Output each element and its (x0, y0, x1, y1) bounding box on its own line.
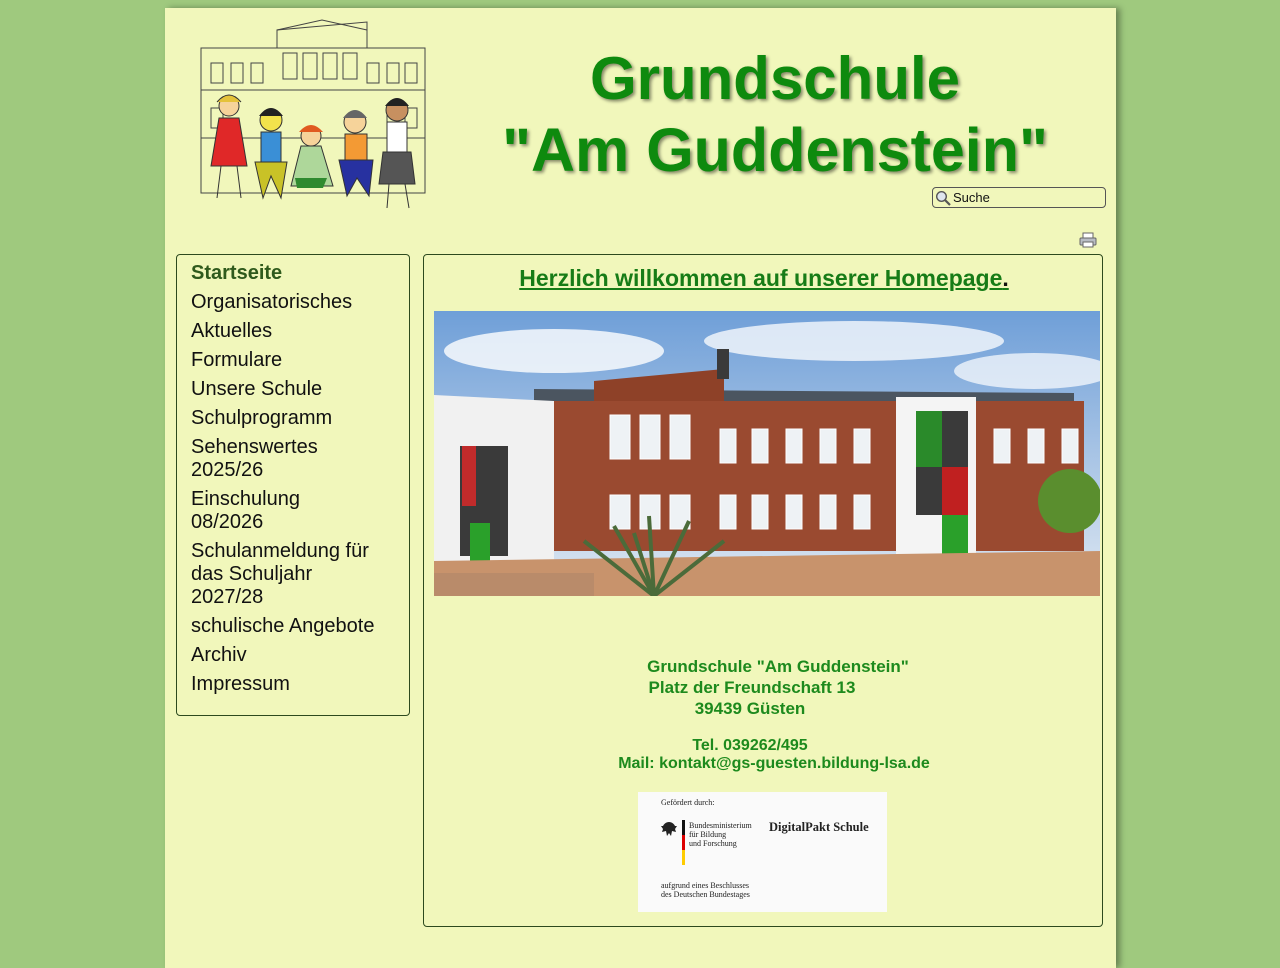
federal-eagle-icon (660, 820, 678, 838)
funding-ministry-line3: und Forschung (689, 839, 737, 848)
sidebar-item-schulische-angebote[interactable]: schulische Angebote (191, 615, 375, 637)
address-school-name: Grundschule "Am Guddenstein" (647, 657, 909, 676)
funding-program-name: DigitalPakt Schule (769, 820, 869, 834)
sidebar-item-impressum[interactable]: Impressum (191, 673, 290, 695)
funding-ministry-line2: für Bildung (689, 830, 727, 839)
print-icon[interactable] (1079, 232, 1097, 248)
search-icon[interactable] (935, 190, 951, 206)
sidebar-item-archiv[interactable]: Archiv (191, 644, 247, 666)
german-flag-stripe (682, 820, 685, 865)
welcome-text: Herzlich willkommen auf unserer Homepage (519, 265, 1003, 291)
funding-gefoerdert: Gefördert durch: (661, 798, 715, 807)
sidebar-item-schulprogramm[interactable]: Schulprogramm (191, 407, 333, 429)
funding-decision-line2: des Deutschen Bundestages (661, 890, 750, 899)
contact-phone: Tel. 039262/495 (692, 737, 808, 754)
sidebar-nav (176, 254, 410, 716)
sidebar-item-organisatorisches[interactable]: Organisatorisches (191, 291, 353, 313)
school-logo-drawing[interactable] (197, 18, 429, 218)
sidebar-item-einschulung[interactable]: Einschulung 08/2026 (191, 488, 300, 533)
search-input[interactable] (951, 189, 1103, 206)
sidebar-item-aktuelles[interactable]: Aktuelles (191, 320, 273, 342)
funding-ministry-line1: Bundesministerium (689, 821, 752, 830)
school-building-photo (434, 311, 1100, 596)
address-street: Platz der Freundschaft 13 (648, 678, 856, 697)
sidebar-item-sehenswertes[interactable]: Sehenswertes 2025/26 (191, 436, 318, 481)
main-content (423, 254, 1103, 927)
site-title-line2: "Am Guddenstein" (502, 116, 1048, 184)
site-title-line1: Grundschule (589, 45, 961, 112)
welcome-dot: . (1002, 265, 1009, 291)
sidebar-item-startseite[interactable]: Startseite (191, 262, 283, 284)
funding-banner (638, 792, 887, 912)
funding-decision-line1: aufgrund eines Beschlusses (661, 881, 749, 890)
page (165, 8, 1116, 968)
welcome-heading (424, 265, 1104, 292)
sidebar-item-unsere-schule[interactable]: Unsere Schule (191, 378, 323, 400)
contact-email[interactable]: Mail: kontakt@gs-guesten.bildung-lsa.de (618, 755, 930, 772)
sidebar-item-formulare[interactable]: Formulare (191, 349, 283, 371)
sidebar-item-schulanmeldung[interactable]: Schulanmeldung für das Schuljahr 2027/28 (191, 540, 369, 608)
search-box[interactable] (932, 187, 1106, 208)
address-city: 39439 Güsten (694, 699, 806, 718)
